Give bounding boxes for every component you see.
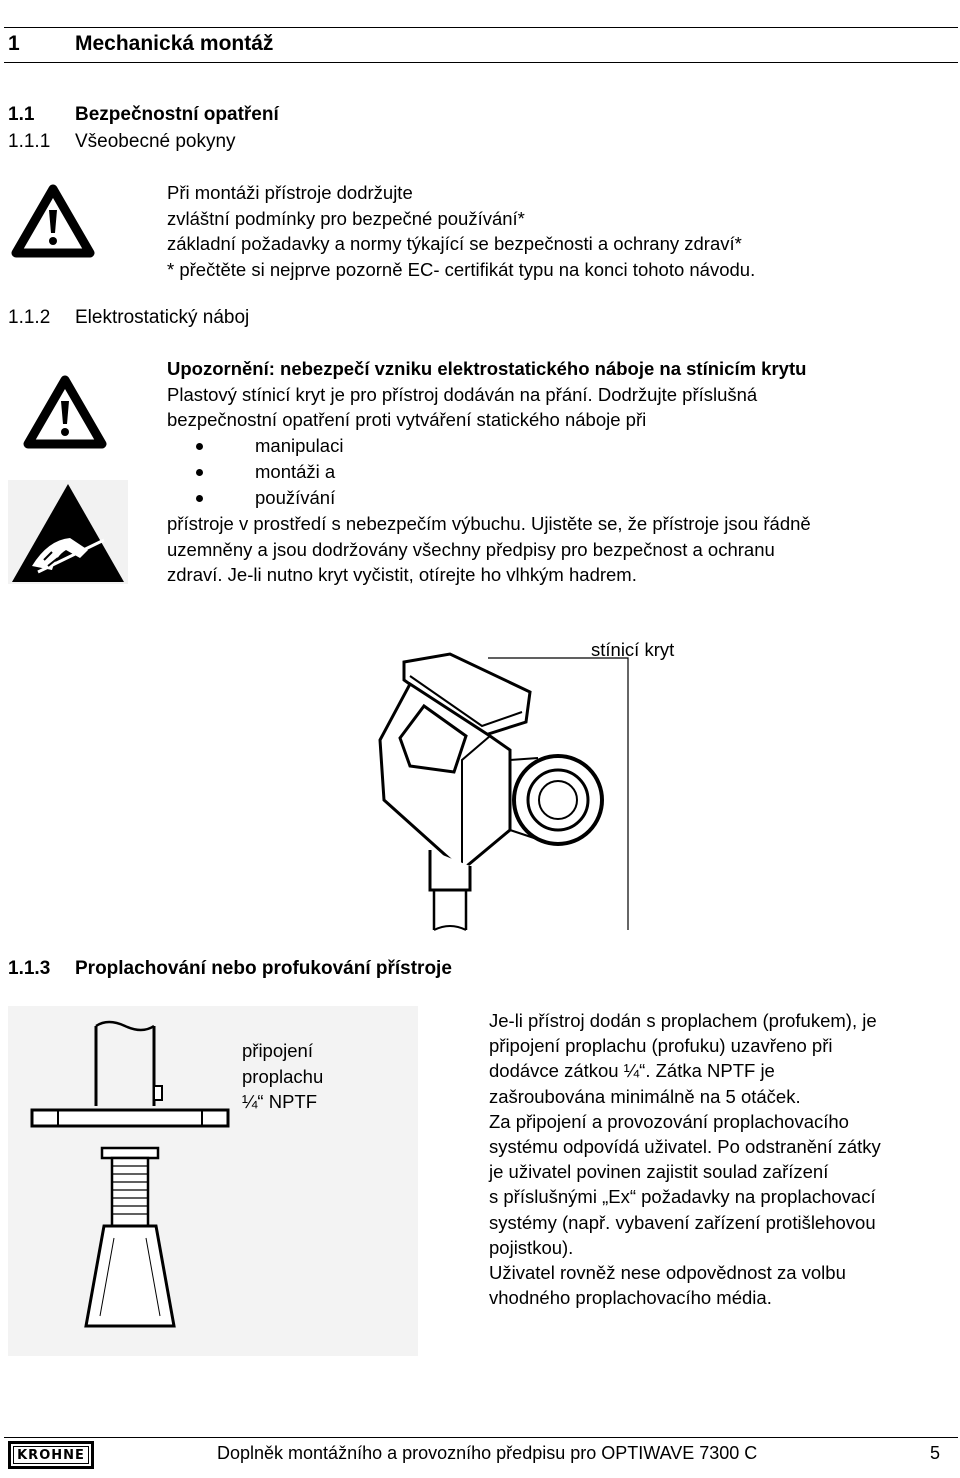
purging-title: Proplachování nebo profukování přístroje: [75, 958, 452, 979]
purging-line: zašroubována minimálně na 5 otáček.: [489, 1085, 801, 1107]
purging-line: dodávce zátkou ¼“. Zátka NPTF je: [489, 1060, 775, 1082]
section-rule: [4, 62, 958, 63]
electrostatic-warning: Upozornění: nebezpečí vzniku elektrostatického náboje na stínicím krytu: [167, 358, 807, 379]
bullet-dot: [196, 469, 203, 476]
krohne-logo: [8, 1441, 94, 1469]
logo-text: KROHNE: [13, 1446, 89, 1464]
purging-text: [489, 1008, 955, 1318]
purging-line: systémy (např. vybavení zařízení protišlehovou: [489, 1211, 876, 1233]
warning-triangle-icon: [22, 374, 108, 450]
purge-label-line: připojení: [242, 1040, 313, 1061]
bullet-item: používání: [255, 487, 336, 508]
shield-cover-label: stínicí kryt: [591, 639, 675, 660]
electrostatic-line: bezpečnostní opatření proti vytváření statického náboje při: [167, 409, 647, 430]
general-line: zvláštní podmínky pro bezpečné používání*: [167, 207, 525, 229]
general-line: Při montáži přístroje dodržujte: [167, 182, 413, 203]
purging-heading: [8, 958, 708, 982]
electrostatic-line: zdraví. Je-li nutno kryt vyčistit, otírejte ho vlhkým hadrem.: [167, 564, 637, 585]
purging-line: připojení proplachu (profuku) uzavřeno při: [489, 1035, 833, 1057]
general-heading: [8, 131, 508, 155]
purge-label-line: proplachu: [242, 1065, 324, 1087]
bullet-item: manipulaci: [255, 435, 344, 456]
subsection-title: Bezpečnostní opatření: [75, 104, 279, 125]
purge-label-line: ¼“ NPTF: [242, 1091, 318, 1112]
electrostatic-line: přístroje v prostředí s nebezpečím výbuchu. Ujistěte se, že přístroje jsou řádně: [167, 513, 811, 534]
purging-line: je uživatel povinen zajistit soulad zařízení: [489, 1161, 829, 1183]
shield-cover-illustration: [370, 640, 640, 940]
purging-line: systému odpovídá uživatel. Po odstranění zátky: [489, 1136, 881, 1157]
footer-rule: [4, 1437, 958, 1438]
footer-text: Doplněk montážního a provozního předpisu pro OPTIWAVE 7300 C: [217, 1443, 758, 1463]
general-title: Všeobecné pokyny: [75, 131, 236, 152]
esd-warning-icon: [8, 480, 128, 584]
bullet-dot: [196, 495, 203, 502]
general-line: * přečtěte si nejprve pozorně EC- certifikát typu na konci tohoto návodu.: [167, 258, 756, 280]
electrostatic-number: 1.1.2: [8, 307, 51, 328]
subsection-number: 1.1: [8, 104, 35, 125]
purging-number: 1.1.3: [8, 958, 51, 979]
purging-line: vhodného proplachovacího média.: [489, 1287, 772, 1309]
electrostatic-title: Elektrostatický náboj: [75, 307, 250, 328]
electrostatic-line: uzemněny a jsou dodržovány všechny předpisy pro bezpečnost a ochranu: [167, 538, 775, 560]
electrostatic-line: Plastový stínicí kryt je pro přístroj dodáván na přání. Dodržujte příslušná: [167, 383, 758, 405]
subsection-heading: [8, 104, 508, 128]
section-heading: [8, 32, 508, 58]
purging-line: Za připojení a provozování proplachovacího: [489, 1110, 849, 1132]
bullet-item: montáži a: [255, 461, 336, 482]
section-title: Mechanická montáž: [75, 32, 274, 55]
section-number: 1: [8, 32, 20, 55]
general-number: 1.1.1: [8, 131, 51, 152]
general-line: základní požadavky a normy týkající se bezpečnosti a ochrany zdraví*: [167, 233, 742, 254]
bullet-dot: [196, 443, 203, 450]
electrostatic-text: [167, 356, 947, 596]
purging-line: Je-li přístroj dodán s proplachem (profukem), je: [489, 1010, 877, 1031]
purging-line: s příslušnými „Ex“ požadavky na proplachovací: [489, 1186, 876, 1208]
warning-triangle-icon: [10, 183, 96, 259]
purge-connection-label: [242, 1038, 392, 1118]
electrostatic-heading: [8, 307, 508, 331]
purging-line: Uživatel rovněž nese odpovědnost za volbu: [489, 1262, 846, 1283]
page-number: 5: [930, 1443, 941, 1463]
top-rule: [4, 27, 958, 28]
purging-line: pojistkou).: [489, 1236, 574, 1258]
